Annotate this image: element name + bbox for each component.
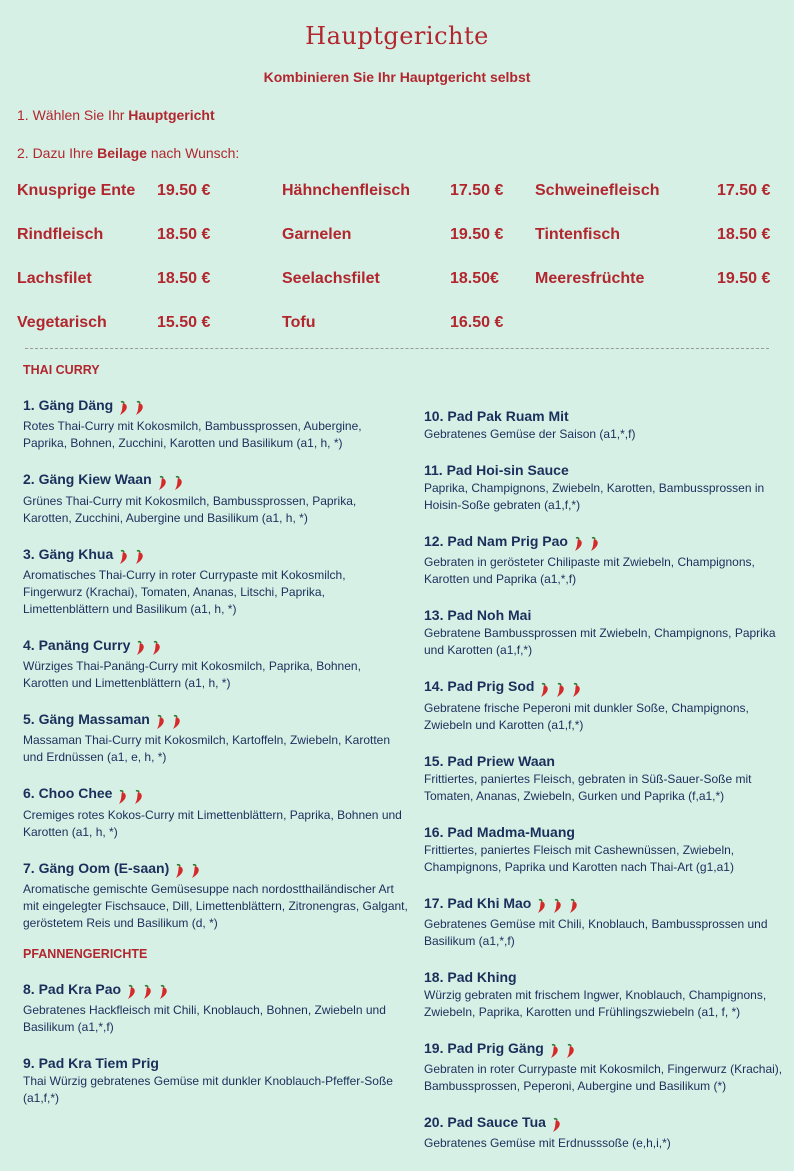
menu-item-name [23,471,408,490]
menu-item-title: 16. Pad Madma-Muang [424,823,575,840]
chili-pepper-icon [564,1043,578,1059]
menu-item-description: Massaman Thai-Curry mit Kokosmilch, Kartoffeln, Zwiebeln, Karotten und Erdnüssen (a1, e, h, *) [23,733,391,765]
spice-level [152,713,184,730]
menu-item [424,969,784,1021]
spice-level [115,548,147,565]
chili-pepper-icon [133,549,147,565]
chili-pepper-icon [554,682,568,698]
menu-item [23,471,408,526]
protein-price: 18.50 € [157,226,211,243]
menu-item-title: 13. Pad Noh Mai [424,607,532,624]
menu-item-description: Gebratenes Gemüse der Saison (a1,*,f) [424,427,636,441]
chili-pepper-icon [170,714,184,730]
chili-pepper-icon [134,640,148,656]
step-2-bold: Beilage [97,145,147,161]
spice-level [536,680,584,697]
menu-item-name [424,753,784,769]
pfannengerichte-list-right [424,408,784,1171]
protein-price: 19.50 € [717,270,771,287]
menu-item [424,1114,784,1152]
menu-item [23,397,408,452]
section-thai-curry: THAI CURRY [23,363,100,377]
protein-row [17,314,777,358]
step-1-bold: Hauptgericht [128,107,215,123]
menu-item-name [424,1040,784,1059]
menu-item-title: 5. Gäng Massaman [23,711,150,728]
menu-item-description: Gebratenes Gemüse mit Chili, Knoblauch, Bambussprossen und Basilikum (a1,*,f) [424,916,768,948]
menu-item-name [23,546,408,565]
protein-name: Seelachsfilet [282,270,380,287]
protein-price: 15.50 € [157,314,211,331]
divider [25,348,769,349]
protein-name: Hähnchenfleisch [282,182,411,199]
menu-item-title: 1. Gäng Däng [23,397,114,413]
protein-row [17,226,777,270]
menu-item [23,860,408,932]
chili-pepper-icon [550,1117,564,1133]
spice-level [570,535,602,552]
protein-price: 18.50 € [157,270,211,287]
menu-item [424,408,784,443]
menu-item-description: Gebratenes Hackfleisch mit Chili, Knoblauch, Bohnen, Zwiebeln und Basilikum (a1,*,f) [23,1003,386,1035]
menu-item [424,1040,784,1095]
menu-item-title: 15. Pad Priew Waan [424,752,555,769]
menu-item-name [23,1055,408,1071]
menu-item-description: Rotes Thai-Curry mit Kokosmilch, Bambussprossen, Aubergine, Paprika, Bohnen, Zucchini, Karotten und Basilikum (a1, h, *) [23,419,362,451]
chili-pepper-icon [551,898,565,914]
protein-name: Rindfleisch [17,226,104,243]
menu-item-name [424,533,784,552]
chili-pepper-icon [117,400,131,416]
protein-name: Schweinefleisch [535,182,660,199]
menu-item-name [23,981,408,1000]
chili-pepper-icon [173,863,187,879]
spice-level [132,639,164,656]
menu-item-name [424,824,784,840]
protein-row [17,182,777,226]
menu-item [23,981,408,1036]
menu-item-description: Thai Würzig gebratenes Gemüse mit dunkler Knoblauch-Pfeffer-Soße (a1,f,*) [23,1074,393,1106]
protein-price: 18.50 € [717,226,771,243]
step-1-prefix: 1. Wählen Sie Ihr [17,107,129,123]
menu-item-description: Grünes Thai-Curry mit Kokosmilch, Bambussprossen, Paprika, Karotten, Zucchini, Aubergine und Basilikum (a1, h, *) [23,493,357,525]
menu-item-title: 20. Pad Sauce Tua [424,1114,546,1131]
chili-pepper-icon [189,863,203,879]
menu-item-title: 4. Panäng Curry [23,636,131,653]
menu-item-name [23,397,408,416]
protein-name: Lachsfilet [17,270,92,287]
menu-item-name [23,637,408,656]
menu-item-description: Gebratene frische Peperoni mit dunkler Soße, Champignons, Zwiebeln und Karotten (a1,f,*) [424,700,749,732]
menu-item-title: 7. Gäng Oom (E-saan) [23,859,170,876]
chili-pepper-icon [116,789,130,805]
menu-item [23,1055,408,1107]
menu-item [424,462,784,514]
step-1 [17,107,215,123]
chili-pepper-icon [535,898,549,914]
pfannengerichte-list-left [23,981,408,1126]
chili-pepper-icon [154,714,168,730]
protein-name: Tintenfisch [535,226,621,243]
protein-price-grid [17,182,777,358]
menu-item-title: 11. Pad Hoi-sin Sauce [424,462,569,478]
step-2 [17,145,239,161]
menu-item [424,753,784,805]
menu-item [424,678,784,733]
spice-level [123,983,171,1000]
menu-item [424,895,784,950]
menu-item-title: 12. Pad Nam Prig Pao [424,533,568,549]
menu-item-description: Gebratene Bambussprossen mit Zwiebeln, Champignons, Paprika und Karotten (a1,f,*) [424,626,776,658]
protein-price: 19.50 € [450,226,504,243]
menu-item-title: 17. Pad Khi Mao [424,894,532,911]
menu-item-title: 14. Pad Prig Sod [424,678,535,695]
spice-level [533,897,581,914]
menu-item-name [424,969,784,985]
menu-item-name [424,895,784,914]
protein-row [17,270,777,314]
page-subtitle: Kombinieren Sie Ihr Hauptgericht selbst [263,69,531,85]
chili-pepper-icon [141,984,155,1000]
menu-item-name [424,1114,784,1133]
protein-name: Garnelen [282,226,352,243]
menu-item-description: Frittiertes, paniertes Fleisch, gebraten in Süß-Sauer-Soße mit Tomaten, Ananas, Zwiebeln, Gurken und Paprika (f,a1,*) [424,771,752,803]
chili-pepper-icon [156,475,170,491]
chili-pepper-icon [117,549,131,565]
menu-item-description: Paprika, Champignons, Zwiebeln, Karotten, Bambussprossen in Hoisin-Soße gebraten (a1,f,*) [424,481,765,512]
menu-item [424,607,784,659]
menu-item-description: Cremiges rotes Kokos-Curry mit Limettenblättern, Paprika, Bohnen und Karotten (a1, h, *) [23,807,402,839]
protein-name: Knusprige Ente [17,182,136,199]
menu-item-title: 3. Gäng Khua [23,545,114,562]
chili-pepper-icon [548,1043,562,1059]
menu-item-name [424,408,784,424]
menu-item-description: Gebratenes Gemüse mit Erdnusssoße (e,h,i,*) [424,1136,671,1151]
chili-pepper-icon [125,984,139,1000]
menu-item [23,546,408,618]
menu-item [424,533,784,588]
menu-item-name [23,711,408,730]
protein-price: 18.50€ [450,270,499,287]
spice-level [546,1042,578,1059]
section-pfannengerichte: PFANNENGERICHTE [23,947,148,961]
menu-item [23,785,408,840]
protein-name: Vegetarisch [17,314,107,331]
chili-pepper-icon [538,682,552,698]
chili-pepper-icon [157,984,171,1000]
chili-pepper-icon [172,475,186,491]
chili-pepper-icon [572,536,586,552]
menu-item-title: 18. Pad Khing [424,968,517,985]
menu-item [23,637,408,692]
chili-pepper-icon [570,682,584,698]
chili-pepper-icon [150,640,164,656]
menu-item-description: Frittiertes, paniertes Fleisch mit Cashewnüssen, Zwiebeln, Champignons, Paprika und Karotten nach Thai-Art (g1,a1) [424,842,735,874]
protein-price: 17.50 € [450,182,504,199]
page-title: Hauptgerichte [305,22,489,50]
menu-item-title: 2. Gäng Kiew Waan [23,471,152,488]
menu-item-description: Aromatische gemischte Gemüsesuppe nach nordostthailändischer Art mit eingelegter Fischsauce, Dill, Limettenblättern, Zitronengras, Galgant, geröstetem Reis und Basilikum (d, *) [23,882,408,931]
protein-price: 16.50 € [450,314,504,331]
thai-curry-list [23,397,408,951]
protein-name: Meeresfrüchte [535,270,645,287]
menu-item-description: Würzig gebraten mit frischem Ingwer, Knoblauch, Champignons, Zwiebeln, Paprika, Karotten und Frühlingszwiebeln (a1, f, *) [424,987,767,1019]
menu-item-name [424,678,784,697]
menu-item-name [23,785,408,804]
menu-item-title: 19. Pad Prig Gäng [424,1039,544,1056]
menu-item-description: Gebraten in roter Currypaste mit Kokosmilch, Fingerwurz (Krachai), Bambussprossen, Peperoni, Aubergine und Basilikum (*) [424,1062,783,1094]
menu-item-name [424,607,784,623]
protein-name: Tofu [282,314,316,331]
menu-item-title: 10. Pad Pak Ruam Mit [424,408,569,424]
menu-item-title: 6. Choo Chee [23,785,113,802]
menu-item-title: 8. Pad Kra Pao [23,981,122,997]
menu-item-description: Würziges Thai-Panäng-Curry mit Kokosmilch, Paprika, Bohnen, Karotten und Limettenblättern (a1, h, *) [23,659,361,691]
menu-item-description: Gebraten in gerösteter Chilipaste mit Zwiebeln, Champignons, Karotten und Paprika (a1,*,f) [424,555,755,587]
chili-pepper-icon [567,898,581,914]
spice-level [154,473,186,490]
spice-level [114,787,146,804]
chili-pepper-icon [133,400,147,416]
spice-level [548,1116,564,1133]
step-2-suffix: nach Wunsch: [146,145,240,161]
menu-item-name [424,462,784,478]
spice-level [171,862,203,879]
protein-price: 19.50 € [157,182,211,199]
menu-item [424,824,784,876]
menu-item [23,711,408,766]
protein-price: 17.50 € [717,182,771,199]
chili-pepper-icon [132,789,146,805]
step-2-prefix: 2. Dazu Ihre [17,145,98,161]
chili-pepper-icon [588,536,602,552]
menu-item-description: Aromatisches Thai-Curry in roter Currypaste mit Kokosmilch, Fingerwurz (Krachai), Tomaten, Ananas, Litschi, Paprika, Limettenblättern und Basilikum (a1, h, *) [23,567,346,616]
menu-item-title: 9. Pad Kra Tiem Prig [23,1055,159,1072]
spice-level [115,399,147,416]
menu-item-name [23,860,408,879]
